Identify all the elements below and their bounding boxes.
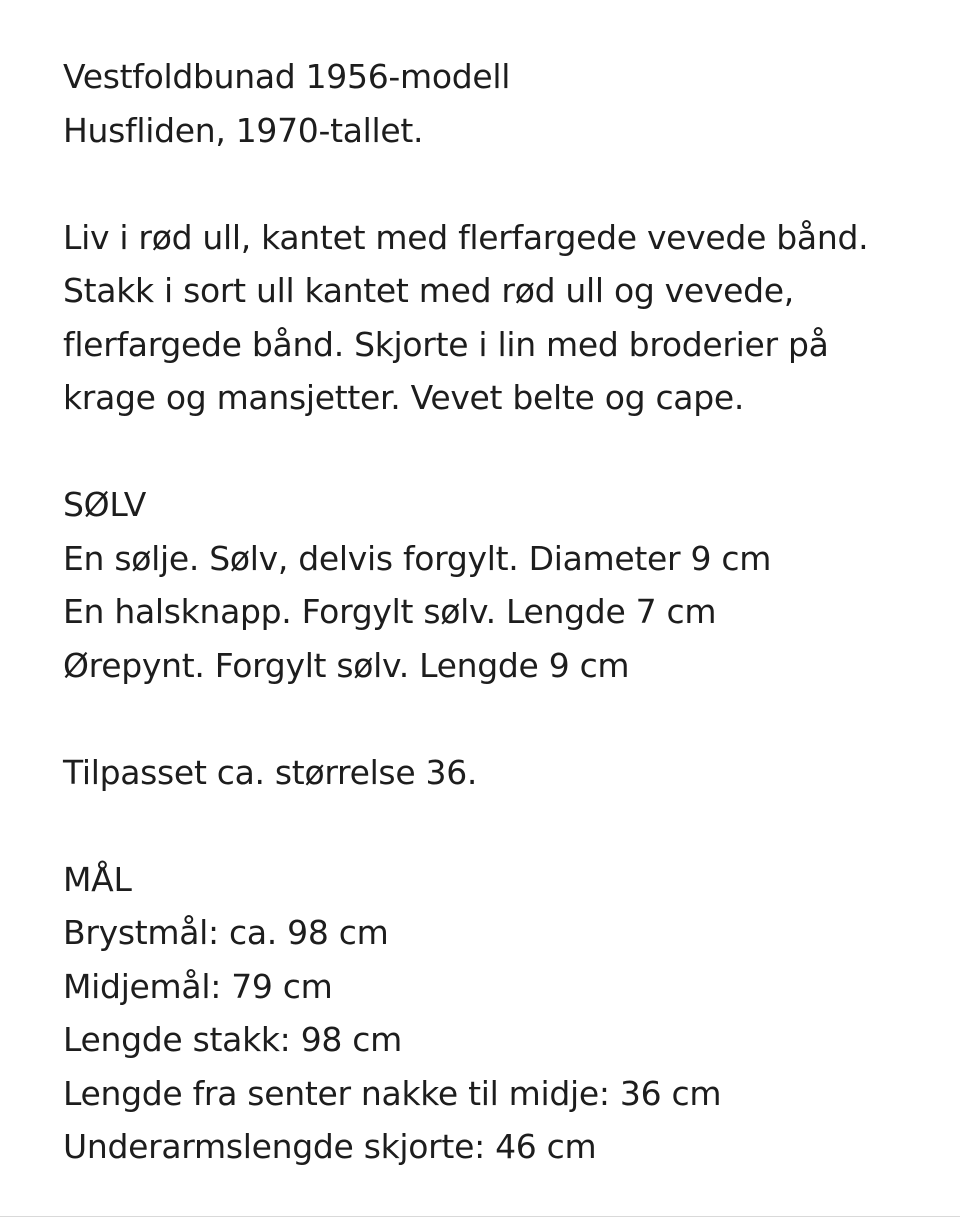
- description-line: Liv i rød ull, kantet med flerfargede vevede bånd.: [63, 217, 869, 257]
- product-maker: Husfliden, 1970-tallet.: [63, 110, 424, 150]
- bottom-divider: [0, 1216, 960, 1217]
- measurement-item: Underarmslengde skjorte: 46 cm: [63, 1127, 597, 1166]
- listing-description: [63, 50, 943, 1174]
- silver-item: En sølje. Sølv, delvis forgylt. Diameter 9 cm: [63, 538, 772, 578]
- silver-item: En halsknapp. Forgylt sølv. Lengde 7 cm: [63, 592, 717, 631]
- silver-heading: SØLV: [63, 485, 147, 524]
- spacer: [63, 799, 943, 853]
- silver-item: Ørepynt. Forgylt sølv. Lengde 9 cm: [63, 645, 630, 685]
- description-line: flerfargede bånd. Skjorte i lin med broderier på: [63, 324, 829, 364]
- description-line: Stakk i sort ull kantet med rød ull og vevede,: [63, 271, 794, 310]
- measurement-item: Lengde fra senter nakke til midje: 36 cm: [63, 1073, 722, 1113]
- measurement-item: Midjemål: 79 cm: [63, 966, 333, 1006]
- spacer: [63, 157, 943, 211]
- fit-size-text: Tilpasset ca. størrelse 36.: [63, 752, 478, 792]
- measurement-item: Lengde stakk: 98 cm: [63, 1020, 402, 1059]
- spacer: [63, 692, 943, 746]
- product-title: Vestfoldbunad 1956-modell: [63, 57, 511, 96]
- description-line: krage og mansjetter. Vevet belte og cape.: [63, 378, 745, 417]
- measurements-heading: MÅL: [63, 859, 132, 899]
- measurement-item: Brystmål: ca. 98 cm: [63, 913, 389, 952]
- spacer: [63, 425, 943, 479]
